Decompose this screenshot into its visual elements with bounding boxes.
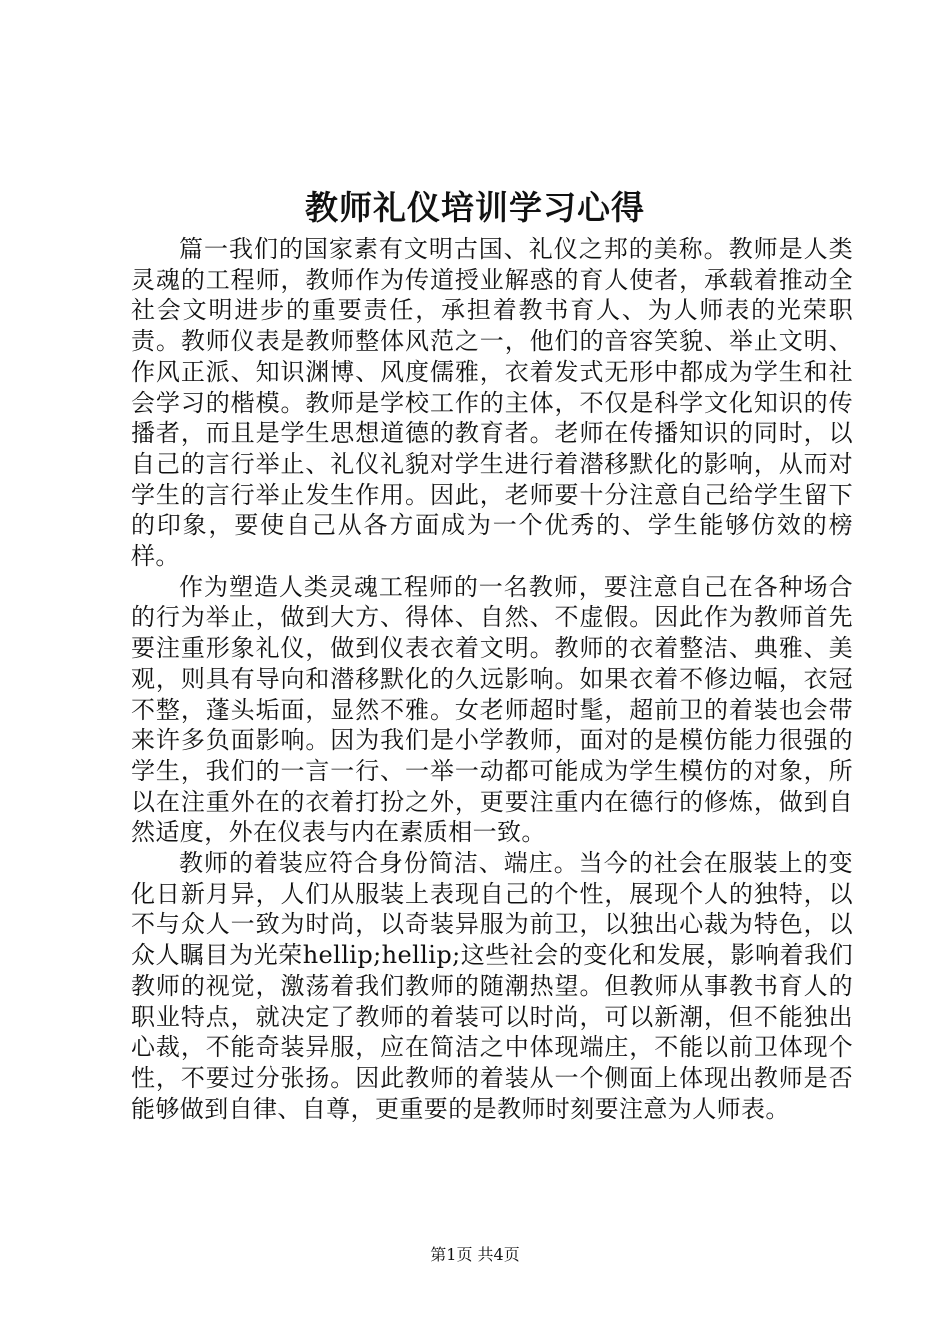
paragraph-2: 作为塑造人类灵魂工程师的一名教师，要注意自己在各种场合的行为举止，做到大方、得体、自然、不虚假。因此作为教师首先要注重形象礼仪，做到仪表衣着文明。教师的衣着整洁、典雅、美观，则具有导向和潜移默化的久远影响。如果衣着不修边幅，衣冠不整，蓬头垢面，显然不雅。女老师超时髦，超前卫的着装也会带来许多负面影响。因为我们是小学教师，面对的是模仿能力很强的学生，我们的一言一行、一举一动都可能成为学生模仿的对象，所以在注重外在的衣着打扮之外，更要注重内在德行的修炼，做到自然适度，外在仪表与内在素质相一致。 xyxy=(131,572,853,847)
document-body xyxy=(131,234,853,1124)
document-title: 教师礼仪培训学习心得 xyxy=(305,188,645,227)
paragraph-3: 教师的着装应符合身份简洁、端庄。当今的社会在服装上的变化日新月异，人们从服装上表现自己的个性，展现个人的独特，以不与众人一致为时尚，以奇装异服为前卫，以独出心裁为特色，以众人瞩目为光荣hellip;hellip;这些社会的变化和发展，影响着我们教师的视觉，激荡着我们教师的随潮热望。但教师从事教书育人的职业特点，就决定了教师的着装可以时尚，可以新潮，但不能独出心裁，不能奇装异服，应在简洁之中体现端庄，不能以前卫体现个性，不要过分张扬。因此教师的着装从一个侧面上体现出教师是否能够做到自律、自尊，更重要的是教师时刻要注意为人师表。 xyxy=(131,849,853,1123)
paragraph-1: 篇一我们的国家素有文明古国、礼仪之邦的美称。教师是人类灵魂的工程师，教师作为传道授业解惑的育人使者，承载着推动全社会文明进步的重要责任，承担着教书育人、为人师表的光荣职责。教师仪表是教师整体风范之一，他们的音容笑貌、举止文明、作风正派、知识渊博、风度儒雅，衣着发式无形中都成为学生和社会学习的楷模。教师是学校工作的主体，不仅是科学文化知识的传播者，而且是学生思想道德的教育者。老师在传播知识的同时，以自己的言行举止、礼仪礼貌对学生进行着潜移默化的影响，从而对学生的言行举止发生作用。因此，老师要十分注意自己给学生留下的印象，要使自己从各方面成为一个优秀的、学生能够仿效的榜样。 xyxy=(131,235,853,571)
page-footer: 第1页 共4页 xyxy=(430,1245,520,1264)
